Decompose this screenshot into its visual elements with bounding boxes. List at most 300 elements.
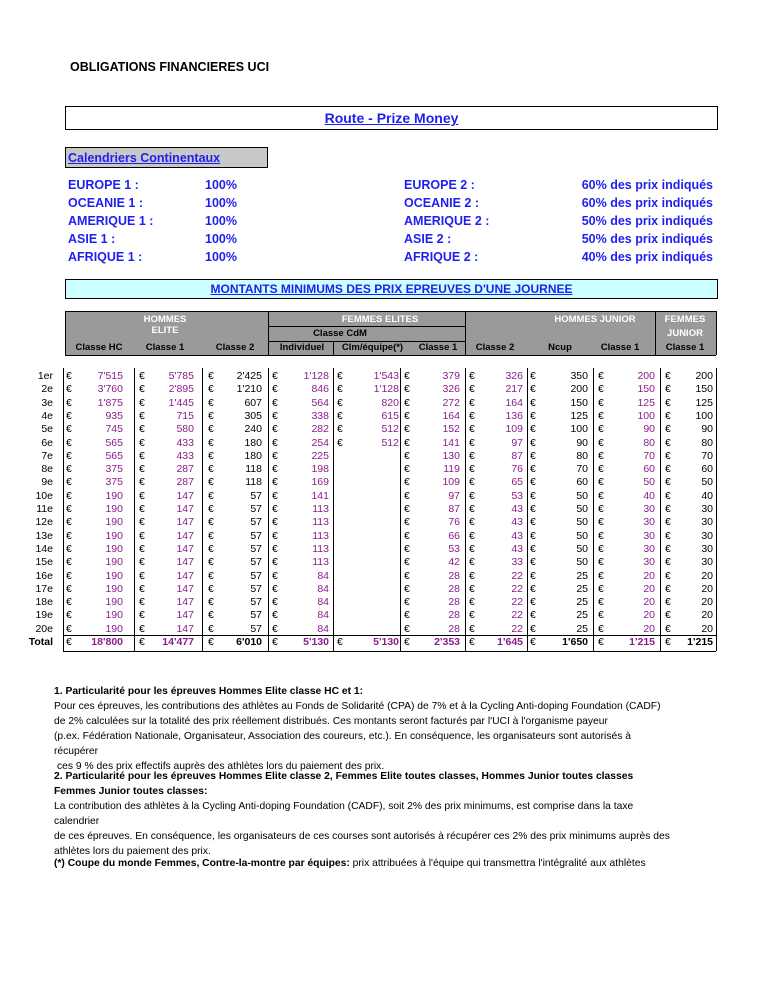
currency-sign: € (469, 476, 475, 489)
rank-label: 1er (37, 370, 53, 382)
table-cell: 305 (244, 409, 262, 422)
table-cell: 28 (448, 569, 460, 582)
rank-label: 2e (41, 383, 53, 396)
currency-sign: € (139, 423, 145, 436)
currency-sign: € (404, 396, 410, 409)
col-header: Individuel (279, 342, 325, 353)
currency-sign: € (665, 503, 671, 515)
region-pct: 60% des prix indiqués (581, 178, 713, 192)
rank-label: 3e (41, 396, 53, 409)
currency-sign: € (469, 489, 475, 502)
currency-sign: € (665, 636, 671, 648)
currency-sign: € (208, 383, 214, 396)
rank-label: 10e (35, 489, 53, 502)
table-cell: 152 (442, 423, 460, 436)
currency-sign: € (66, 569, 72, 582)
table-rule (660, 368, 661, 651)
table-cell: 43 (511, 516, 523, 529)
currency-sign: € (404, 476, 410, 489)
currency-sign: € (598, 542, 604, 555)
currency-sign: € (598, 370, 604, 382)
table-cell: 5'785 (168, 370, 194, 382)
table-cell: 147 (176, 516, 194, 529)
table-cell: 57 (250, 609, 262, 622)
table-cell: 125 (695, 396, 713, 409)
total-cell: 18'800 (91, 636, 123, 648)
region-pct: 100% (205, 178, 237, 192)
currency-sign: € (665, 383, 671, 396)
document-title: OBLIGATIONS FINANCIERES UCI (70, 60, 270, 74)
table-cell: 22 (511, 582, 523, 595)
table-cell: 190 (105, 609, 123, 622)
table-cell: 30 (701, 516, 713, 529)
currency-sign: € (598, 476, 604, 489)
currency-sign: € (404, 436, 410, 449)
table-cell: 200 (637, 370, 655, 382)
currency-sign: € (139, 396, 145, 409)
table-cell: 147 (176, 596, 194, 609)
table-cell: 2'895 (168, 383, 194, 396)
currency-sign: € (530, 542, 536, 555)
table-header (65, 311, 716, 355)
table-cell: 200 (695, 370, 713, 382)
table-cell: 65 (511, 476, 523, 489)
rank-label: 15e (35, 556, 53, 569)
currency-sign: € (665, 622, 671, 635)
table-cell: 433 (176, 436, 194, 449)
table-cell: 130 (442, 449, 460, 462)
currency-sign: € (272, 396, 278, 409)
table-cell: 30 (643, 516, 655, 529)
table-cell: 97 (448, 489, 460, 502)
currency-sign: € (337, 423, 343, 436)
col-header: Classe 1 (665, 342, 705, 353)
region-name: AFRIQUE 2 : (404, 250, 479, 264)
total-cell: 5'130 (373, 636, 399, 648)
currency-sign: € (665, 516, 671, 529)
table-cell: 87 (448, 503, 460, 515)
currency-sign: € (272, 370, 278, 382)
table-cell: 50 (701, 476, 713, 489)
table-cell: 30 (701, 503, 713, 515)
currency-sign: € (66, 463, 72, 476)
currency-sign: € (139, 622, 145, 635)
currency-sign: € (530, 370, 536, 382)
table-cell: 745 (105, 423, 123, 436)
note-1-line: ces 9 % des prix effectifs auprès des athlètes lors du paiement des prix. (57, 761, 385, 772)
currency-sign: € (208, 529, 214, 542)
table-cell: 90 (701, 423, 713, 436)
currency-sign: € (530, 489, 536, 502)
currency-sign: € (66, 622, 72, 635)
table-cell: 3'760 (97, 383, 123, 396)
table-cell: 180 (244, 449, 262, 462)
table-cell: 141 (442, 436, 460, 449)
table-cell: 820 (381, 396, 399, 409)
group-classe-cdm: Classe CdM (313, 328, 367, 339)
table-cell: 282 (311, 423, 329, 436)
table-cell: 50 (576, 556, 588, 569)
currency-sign: € (66, 383, 72, 396)
currency-sign: € (208, 436, 214, 449)
table-cell: 43 (511, 529, 523, 542)
currency-sign: € (272, 636, 278, 648)
currency-sign: € (530, 436, 536, 449)
currency-sign: € (272, 596, 278, 609)
currency-sign: € (66, 609, 72, 622)
table-cell: 84 (317, 622, 329, 635)
rank-label: 13e (35, 529, 53, 542)
currency-sign: € (208, 596, 214, 609)
table-cell: 113 (312, 529, 329, 542)
currency-sign: € (208, 569, 214, 582)
currency-sign: € (530, 596, 536, 609)
currency-sign: € (598, 409, 604, 422)
currency-sign: € (530, 463, 536, 476)
currency-sign: € (139, 609, 145, 622)
total-label: Total (28, 636, 53, 648)
total-cell: 14'477 (162, 636, 194, 648)
col-header: Clm/équipe(*) (341, 342, 404, 353)
table-rule (63, 651, 716, 652)
currency-sign: € (530, 516, 536, 529)
table-cell: 125 (637, 396, 655, 409)
currency-sign: € (66, 409, 72, 422)
currency-sign: € (469, 463, 475, 476)
total-cell: 1'215 (629, 636, 655, 648)
total-cell: 5'130 (303, 636, 329, 648)
route-prize-money-title: Route - Prize Money (65, 106, 718, 130)
table-cell: 57 (250, 582, 262, 595)
currency-sign: € (139, 489, 145, 502)
note-2-line: athlètes lors du paiement des prix. (54, 846, 211, 857)
table-cell: 20 (701, 609, 713, 622)
table-rule (716, 311, 717, 355)
table-cell: 100 (695, 409, 713, 422)
table-cell: 109 (442, 476, 460, 489)
group-hommes-junior: HOMMES JUNIOR (554, 314, 636, 325)
table-cell: 200 (570, 383, 588, 396)
currency-sign: € (139, 503, 145, 515)
table-cell: 22 (511, 569, 523, 582)
currency-sign: € (598, 423, 604, 436)
regions-left-names (68, 176, 153, 266)
currency-sign: € (139, 463, 145, 476)
table-cell: 846 (311, 383, 329, 396)
currency-sign: € (665, 436, 671, 449)
table-cell: 100 (570, 423, 588, 436)
table-cell: 84 (317, 569, 329, 582)
table-cell: 338 (311, 409, 329, 422)
table-cell: 25 (576, 609, 588, 622)
rank-label: 17e (35, 582, 53, 595)
currency-sign: € (530, 503, 536, 515)
rank-label: 6e (41, 436, 53, 449)
table-cell: 28 (448, 609, 460, 622)
table-cell: 190 (105, 569, 123, 582)
currency-sign: € (66, 503, 72, 515)
group-femmes-junior-1: FEMMES (664, 314, 706, 325)
table-cell: 147 (176, 556, 194, 569)
total-cell: 2'353 (434, 636, 460, 648)
table-cell: 1'128 (373, 383, 399, 396)
currency-sign: € (665, 582, 671, 595)
currency-sign: € (272, 423, 278, 436)
table-cell: 42 (448, 556, 460, 569)
currency-sign: € (272, 436, 278, 449)
currency-sign: € (530, 636, 536, 648)
currency-sign: € (139, 383, 145, 396)
currency-sign: € (404, 569, 410, 582)
montants-title: MONTANTS MINIMUMS DES PRIX EPREUVES D'UNE JOURNEE (65, 279, 718, 299)
table-rule (202, 368, 203, 651)
note-2-title-2: Femmes Junior toutes classes: (54, 786, 208, 797)
currency-sign: € (66, 582, 72, 595)
currency-sign: € (66, 370, 72, 382)
table-cell: 57 (250, 489, 262, 502)
table-cell: 53 (448, 542, 460, 555)
table-cell: 164 (442, 409, 460, 422)
table-cell: 40 (643, 489, 655, 502)
table-cell: 512 (381, 436, 399, 449)
table-cell: 147 (176, 609, 194, 622)
table-cell: 935 (105, 409, 123, 422)
table-cell: 190 (105, 596, 123, 609)
region-pct: 60% des prix indiqués (581, 196, 713, 210)
currency-sign: € (469, 383, 475, 396)
note-1-title: 1. Particularité pour les épreuves Hommes Elite classe HC et 1: (54, 686, 364, 697)
rank-label: 8e (41, 463, 53, 476)
table-cell: 43 (511, 503, 523, 515)
table-cell: 326 (505, 370, 523, 382)
currency-sign: € (272, 582, 278, 595)
group-femmes-junior-2: JUNIOR (667, 328, 703, 339)
currency-sign: € (66, 516, 72, 529)
note-1-line: de 2% calculées sur la totalité des prix réellement distribués. Ces montants seront facturés par l'UCI à l'organisme payeur (54, 716, 608, 727)
calendriers-title: Calendriers Continentaux (65, 147, 268, 168)
note-2 (54, 769, 674, 859)
currency-sign: € (665, 449, 671, 462)
table-cell: 198 (311, 463, 329, 476)
table-cell: 57 (250, 596, 262, 609)
table-cell: 180 (244, 436, 262, 449)
currency-sign: € (469, 370, 475, 382)
currency-sign: € (598, 463, 604, 476)
currency-sign: € (598, 569, 604, 582)
currency-sign: € (208, 503, 214, 515)
table-cell: 28 (448, 582, 460, 595)
table-cell: 20 (701, 622, 713, 635)
region-pct: 100% (205, 214, 237, 228)
currency-sign: € (337, 383, 343, 396)
currency-sign: € (404, 516, 410, 529)
rank-label: 7e (41, 449, 53, 462)
table-cell: 147 (176, 569, 194, 582)
table-cell: 287 (176, 463, 194, 476)
currency-sign: € (530, 449, 536, 462)
currency-sign: € (530, 582, 536, 595)
currency-sign: € (208, 609, 214, 622)
table-cell: 375 (105, 476, 123, 489)
table-cell: 70 (701, 449, 713, 462)
table-cell: 20 (701, 582, 713, 595)
table-cell: 30 (643, 556, 655, 569)
note-3 (54, 856, 674, 871)
table-cell: 43 (511, 542, 523, 555)
table-cell: 141 (311, 489, 329, 502)
table-cell: 147 (176, 489, 194, 502)
currency-sign: € (404, 423, 410, 436)
note-1-line: (p.ex. Fédération Nationale, Organisateur, Association des coureurs, etc.). En conséquence, les organisateurs sont autorisés à récupérer (54, 731, 631, 757)
table-cell: 615 (381, 409, 399, 422)
currency-sign: € (404, 556, 410, 569)
currency-sign: € (469, 436, 475, 449)
table-cell: 7'515 (97, 370, 123, 382)
currency-sign: € (66, 556, 72, 569)
table-cell: 1'210 (236, 383, 262, 396)
currency-sign: € (272, 409, 278, 422)
rank-label: 14e (35, 542, 53, 555)
table-cell: 125 (570, 409, 588, 422)
table-cell: 169 (311, 476, 329, 489)
col-header: Classe 2 (475, 342, 515, 353)
table-cell: 57 (250, 516, 262, 529)
region-name: OCEANIE 1 : (68, 196, 144, 210)
table-cell: 147 (176, 582, 194, 595)
currency-sign: € (530, 409, 536, 422)
currency-sign: € (469, 622, 475, 635)
region-name: ASIE 1 : (68, 232, 116, 246)
table-cell: 254 (311, 436, 329, 449)
table-cell: 25 (576, 569, 588, 582)
rank-label: 12e (35, 516, 53, 529)
table-cell: 28 (448, 596, 460, 609)
currency-sign: € (665, 476, 671, 489)
table-cell: 66 (448, 529, 460, 542)
table-cell: 113 (312, 556, 329, 569)
table-cell: 30 (643, 542, 655, 555)
table-rule (333, 368, 334, 651)
table-cell: 564 (311, 396, 329, 409)
currency-sign: € (66, 596, 72, 609)
currency-sign: € (272, 463, 278, 476)
currency-sign: € (598, 489, 604, 502)
currency-sign: € (272, 516, 278, 529)
regions-left-pcts (205, 176, 237, 266)
currency-sign: € (665, 463, 671, 476)
table-cell: 350 (570, 370, 588, 382)
currency-sign: € (665, 542, 671, 555)
table-cell: 190 (105, 503, 123, 515)
currency-sign: € (530, 423, 536, 436)
table-cell: 22 (511, 596, 523, 609)
col-header: Classe 1 (145, 342, 185, 353)
currency-sign: € (598, 609, 604, 622)
currency-sign: € (139, 542, 145, 555)
currency-sign: € (139, 516, 145, 529)
table-cell: 33 (511, 556, 523, 569)
table-cell: 70 (643, 449, 655, 462)
table-cell: 20 (701, 596, 713, 609)
currency-sign: € (530, 609, 536, 622)
note-2-line: de ces épreuves. En conséquence, les organisateurs de ces courses sont autorisés à récupérer ces 2% des prix minimums auprès des (54, 831, 670, 842)
currency-sign: € (404, 582, 410, 595)
currency-sign: € (469, 596, 475, 609)
table-cell: 580 (176, 423, 194, 436)
rank-label: 16e (35, 569, 53, 582)
currency-sign: € (139, 476, 145, 489)
currency-sign: € (469, 396, 475, 409)
table-cell: 150 (637, 383, 655, 396)
table-cell: 565 (105, 449, 123, 462)
currency-sign: € (337, 396, 343, 409)
currency-sign: € (665, 396, 671, 409)
table-cell: 379 (442, 370, 460, 382)
rank-label: 18e (35, 596, 53, 609)
table-cell: 147 (176, 503, 194, 515)
group-hommes-elite: HOMMES ELITE (143, 314, 187, 336)
table-cell: 147 (176, 542, 194, 555)
table-cell: 76 (511, 463, 523, 476)
currency-sign: € (208, 463, 214, 476)
region-name: EUROPE 2 : (404, 178, 475, 192)
col-header: Classe HC (75, 342, 123, 353)
currency-sign: € (530, 569, 536, 582)
currency-sign: € (208, 370, 214, 382)
table-cell: 217 (505, 383, 523, 396)
table-rule (400, 368, 401, 651)
currency-sign: € (337, 409, 343, 422)
table-cell: 87 (511, 449, 523, 462)
currency-sign: € (598, 622, 604, 635)
table-cell: 113 (312, 542, 329, 555)
table-cell: 147 (176, 529, 194, 542)
currency-sign: € (208, 516, 214, 529)
region-pct: 40% des prix indiqués (581, 250, 713, 264)
currency-sign: € (530, 556, 536, 569)
currency-sign: € (598, 396, 604, 409)
currency-sign: € (598, 503, 604, 515)
table-rule (65, 355, 716, 356)
table-cell: 90 (643, 423, 655, 436)
table-cell: 28 (448, 622, 460, 635)
col-header: Ncup (548, 342, 572, 353)
table-cell: 50 (576, 542, 588, 555)
table-cell: 57 (250, 622, 262, 635)
currency-sign: € (139, 436, 145, 449)
currency-sign: € (272, 622, 278, 635)
currency-sign: € (598, 383, 604, 396)
currency-sign: € (66, 489, 72, 502)
currency-sign: € (404, 449, 410, 462)
table-cell: 80 (701, 436, 713, 449)
note-1 (54, 684, 674, 774)
table-cell: 30 (701, 556, 713, 569)
table-cell: 53 (511, 489, 523, 502)
note-3-bold: (*) Coupe du monde Femmes, Contre-la-montre par équipes: (54, 858, 350, 869)
table-cell: 109 (505, 423, 523, 436)
currency-sign: € (665, 556, 671, 569)
table-cell: 225 (311, 449, 329, 462)
table-cell: 25 (576, 622, 588, 635)
table-cell: 20 (701, 569, 713, 582)
table-cell: 607 (244, 396, 262, 409)
currency-sign: € (208, 396, 214, 409)
table-cell: 50 (576, 489, 588, 502)
currency-sign: € (272, 383, 278, 396)
table-cell: 30 (701, 542, 713, 555)
currency-sign: € (272, 609, 278, 622)
